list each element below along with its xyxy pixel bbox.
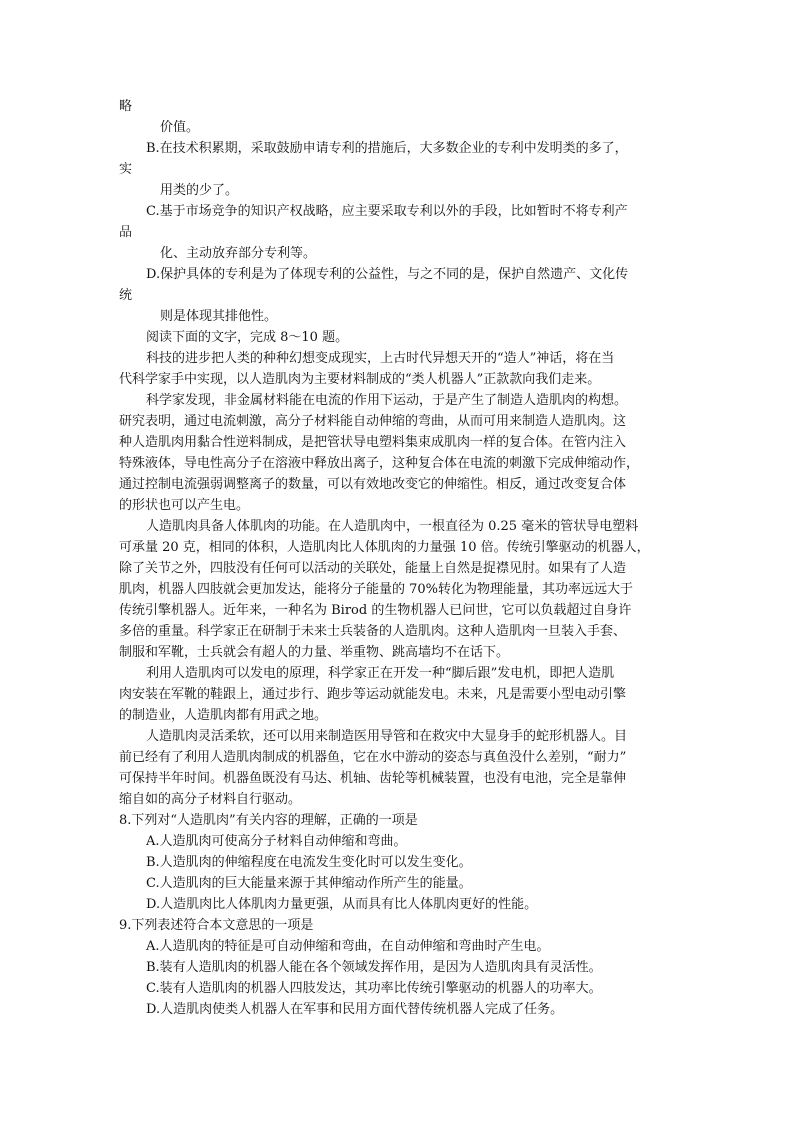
question-9-option-c: C.装有人造肌肉的机器人四肢发达，其功率比传统引擎驱动的机器人的功率大。 — [146, 981, 602, 996]
passage-line: 人造肌肉灵活柔软，还可以用来制造医用导管和在救灾中大显身手的蛇形机器人。目 — [146, 729, 628, 744]
text-line: 统 — [119, 288, 133, 303]
question-8-option-c: C.人造肌肉的巨大能量来源于其伸缩动作所产生的能量。 — [146, 876, 472, 891]
option-c-line: C.基于市场竞争的知识产权战略，应主要采取专利以外的手段，比如暂时不将专利产 — [146, 204, 628, 219]
question-9-option-b: B.装有人造肌肉的机器人能在各个领域发挥作用，是因为人造肌肉具有灵活性。 — [146, 960, 602, 975]
option-b-line: B.在技术积累期，采取鼓励申请专利的措施后，大多数企业的专利中发明类的多了， — [146, 141, 628, 156]
passage-line: 肉安装在军靴的鞋跟上，通过步行、跑步等运动就能发电。未来，凡是需要小型电动引擎 — [119, 687, 627, 702]
passage-line: 前已经有了利用人造肌肉制成的机器鱼，它在水中游动的姿态与真鱼没什么差别，“耐力” — [119, 750, 627, 765]
question-9-stem: 9.下列表述符合本文意思的一项是 — [119, 918, 314, 933]
passage-line: 种人造肌肉用黏合性逆料制成，是把管状导电塑料集束成肌肉一样的复合体。在管内注入 — [119, 435, 627, 450]
passage-line: 特殊液体，导电性高分子在溶液中释放出离子，这种复合体在电流的刺激下完成伸缩动作， — [119, 456, 640, 471]
question-8-stem: 8.下列对“人造肌肉”有关内容的理解，正确的一项是 — [119, 813, 418, 828]
question-8-option-d: D.人造肌肉比人体肌肉力量更强，从而具有比人体肌肉更好的性能。 — [146, 897, 538, 912]
text-line: 则是体现其排他性。 — [160, 309, 278, 324]
question-9-option-a: A.人造肌肉的特征是可自动伸缩和弯曲，在自动伸缩和弯曲时产生电。 — [146, 939, 550, 954]
passage-line: 肌肉，机器人四肢就会更加发达，能将分子能量的 70%转化为物理能量，其功率远远大于 — [119, 582, 634, 597]
passage-line: 除了关节之外，四肢没有任何可以活动的关联处，能量上自然是捉襟见肘。如果有了人造 — [119, 561, 627, 576]
text-line: 化、主动放弃部分专利等。 — [160, 246, 317, 261]
passage-line: 科技的进步把人类的种种幻想变成现实，上古时代异想天开的“造人”神话，将在当 — [146, 351, 615, 366]
reading-instruction: 阅读下面的文字，完成 8～10 题。 — [146, 330, 349, 345]
question-8-option-a: A.人造肌肉可使高分子材料自动伸缩和弯曲。 — [146, 834, 407, 849]
option-d-line: D.保护具体的专利是为了体现专利的公益性，与之不同的是，保护自然遗产、文化传 — [146, 267, 629, 282]
text-line: 品 — [119, 225, 133, 240]
passage-line: 缩自如的高分子材料自行驱动。 — [119, 792, 302, 807]
passage-line: 的形状也可以产生电。 — [119, 498, 250, 513]
text-line: 价值。 — [160, 120, 200, 135]
passage-line: 制服和军靴，士兵就会有超人的力量、举重物、跳高墙均不在话下。 — [119, 645, 510, 660]
passage-line: 研究表明，通过电流刺激，高分子材料能自动伸缩的弯曲，从而可用来制造人造肌肉。这 — [119, 414, 627, 429]
passage-line: 人造肌肉具备人体肌肉的功能。在人造肌肉中，一根直径为 0.25 毫米的管状导电塑料 — [146, 519, 639, 534]
passage-line: 通过控制电流强弱调整离子的数量，可以有效地改变它的伸缩性。相反，通过改变复合体 — [119, 477, 627, 492]
text-line: 略 — [119, 99, 133, 114]
passage-line: 科学家发现，非金属材料能在电流的作用下运动，于是产生了制造人造肌肉的构想。 — [146, 393, 628, 408]
passage-line: 代科学家手中实现，以人造肌肉为主要材料制成的“类人机器人”正款款向我们走来。 — [119, 372, 601, 387]
text-line: 实 — [119, 162, 133, 177]
passage-line: 传统引擎机器人。近年来，一种名为 Birod 的生物机器人已问世，它可以负载超过自身许 — [119, 603, 632, 618]
passage-line: 可承量 20 克，相同的体积，人造肌肉比人体肌肉的力量强 10 倍。传统引擎驱动的机器人， — [119, 540, 650, 555]
question-8-option-b: B.人造肌肉的伸缩程度在电流发生变化时可以发生变化。 — [146, 855, 472, 870]
passage-line: 利用人造肌肉可以发电的原理，科学家正在开发一种“脚后跟”发电机，即把人造肌 — [146, 666, 615, 681]
passage-line: 可保持半年时间。机器鱼既没有马达、机轴、齿轮等机械装置，也没有电池，完全是靠伸 — [119, 771, 627, 786]
passage-line: 多倍的重量。科学家正在研制于未来士兵装备的人造肌肉。这种人造肌肉一旦装入手套、 — [119, 624, 627, 639]
text-line: 用类的少了。 — [160, 183, 239, 198]
question-9-option-d: D.人造肌肉使类人机器人在军事和民用方面代替传统机器人完成了任务。 — [146, 1002, 564, 1017]
passage-line: 的制造业，人造肌肉都有用武之地。 — [119, 708, 328, 723]
